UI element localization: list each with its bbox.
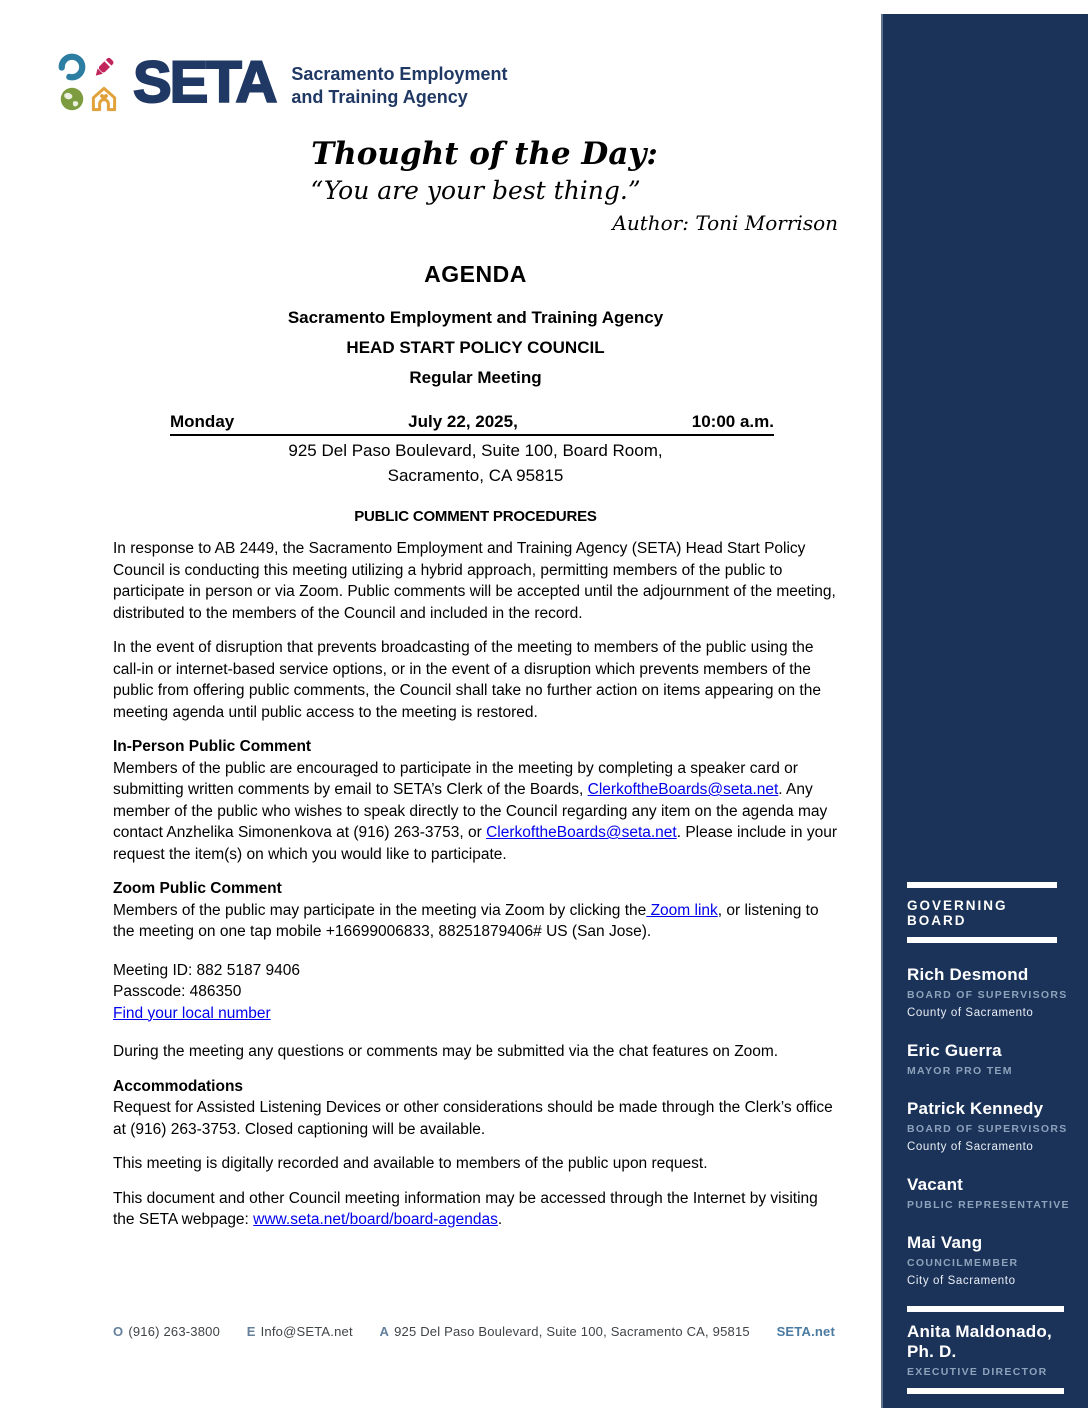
- member-name: Vacant: [907, 1175, 964, 1194]
- zoom-text-2: , or listening to the meeting on one tap mobile +16699006833, 88251879406# US (San Jose).: [113, 901, 819, 940]
- clerk-email-link-1[interactable]: ClerkoftheBoards@seta.net: [587, 781, 779, 798]
- clerk-email-link-2[interactable]: ClerkoftheBoards@seta.net: [486, 824, 677, 841]
- member-org: County of Sacramento: [907, 1141, 1034, 1153]
- brand-wordmark: SETA: [133, 50, 276, 115]
- webpage-paragraph: [113, 1188, 838, 1231]
- address-icon: A: [379, 1324, 390, 1339]
- footer-email: [247, 1324, 353, 1339]
- member-org: County of Sacramento: [907, 1007, 1034, 1019]
- member-org: City of Sacramento: [907, 1275, 1016, 1287]
- governing-board-list: [907, 882, 1070, 1394]
- footer-street-address: 925 Del Paso Boulevard, Suite 100, Sacramento CA, 95815: [394, 1324, 750, 1339]
- find-local-number-link[interactable]: Find your local number: [113, 1004, 271, 1022]
- passcode: Passcode: 486350: [113, 983, 242, 1000]
- in-person-text-2: . Any member of the public who wishes to speak directly to the Council regarding any item on the agenda may contact Anzhelika Simonenkova at (916) 263-3753, or: [113, 781, 828, 841]
- board-member: [907, 965, 1070, 1019]
- member-name: Mai Vang: [907, 1233, 983, 1252]
- member-role: BOARD OF SUPERVISORS: [907, 1123, 1068, 1135]
- meeting-address-line1: 925 Del Paso Boulevard, Suite 100, Board Room,: [288, 441, 663, 460]
- zoom-text-1: Members of the public may participate in the meeting via Zoom by clicking the: [113, 901, 647, 919]
- procedures-paragraph-2: In the event of disruption that prevents broadcasting of the meeting to members of the public using the call-in or internet-based service options, or in the event of a disruption which prevents members of the public from offering public comments, the Council shall take no further action on items appearing on the meeting agenda until public access to the meeting is restored.: [113, 639, 821, 721]
- sidebar-rule-director-top: [907, 1306, 1064, 1312]
- board-agendas-link[interactable]: www.seta.net/board/board-agendas: [253, 1211, 498, 1228]
- thought-quote: “You are your best thing.”: [310, 176, 641, 205]
- recorded-paragraph: This meeting is digitally recorded and available to members of the public upon request.: [113, 1155, 708, 1172]
- member-name: Rich Desmond: [907, 965, 1029, 984]
- meeting-day: Monday: [170, 412, 235, 431]
- brand-tagline: [291, 57, 507, 110]
- member-role: MAYOR PRO TEM: [907, 1065, 1013, 1077]
- meeting-time: 10:00 a.m.: [691, 412, 774, 431]
- board-member: [907, 1233, 1070, 1287]
- footer-website: SETA.net: [776, 1324, 835, 1339]
- in-person-heading: In-Person Public Comment: [113, 738, 312, 755]
- webpage-text-1: This document and other Council meeting information may be accessed through the Internet by visiting the SETA webpage:: [113, 1189, 818, 1228]
- brand-tagline-line2: and Training Agency: [291, 87, 468, 107]
- board-member: [907, 1041, 1070, 1077]
- seta-logo: [57, 52, 838, 114]
- board-member: [907, 1099, 1070, 1153]
- member-role: COUNCILMEMBER: [907, 1257, 1019, 1269]
- agency-name: Sacramento Employment and Training Agency: [287, 308, 664, 327]
- meeting-type: Regular Meeting: [409, 368, 542, 387]
- meeting-id: Meeting ID: 882 5187 9406: [113, 961, 300, 979]
- sidebar-rule-top: [907, 882, 1057, 888]
- executive-director: [907, 1322, 1070, 1378]
- zoom-comment-heading: Zoom Public Comment: [113, 880, 282, 897]
- member-role: BOARD OF SUPERVISORS: [907, 989, 1068, 1001]
- footer-phone-number: (916) 263-3800: [128, 1324, 221, 1339]
- member-name: Patrick Kennedy: [907, 1099, 1044, 1118]
- footer-address: [380, 1324, 750, 1339]
- logo-icon-grid: [57, 52, 119, 114]
- page-footer: [113, 1324, 835, 1339]
- pencil-icon: [89, 52, 119, 82]
- agenda-title: AGENDA: [424, 261, 527, 287]
- sidebar-rule-director-bottom: [907, 1388, 1064, 1394]
- zoom-details: [113, 960, 838, 1025]
- email-icon: E: [246, 1324, 256, 1339]
- footer-email-address: Info@SETA.net: [260, 1324, 353, 1339]
- chat-paragraph: During the meeting any questions or comments may be submitted via the chat features on Zoom.: [113, 1043, 779, 1060]
- open-circle-icon: [57, 52, 87, 82]
- director-role: EXECUTIVE DIRECTOR: [907, 1366, 1048, 1378]
- globe-icon: [57, 84, 87, 114]
- council-name: HEAD START POLICY COUNCIL: [346, 338, 605, 357]
- house-heart-icon: [89, 84, 119, 114]
- member-name: Eric Guerra: [907, 1041, 1002, 1060]
- accommodations-paragraph: Request for Assisted Listening Devices or other considerations should be made through the Clerk’s office at (916) 263-3753. Closed captioning will be available.: [113, 1099, 833, 1138]
- meeting-address-line2: Sacramento, CA 95815: [387, 466, 564, 485]
- zoom-comment-paragraph: [113, 900, 838, 943]
- thought-of-the-day: [113, 136, 838, 235]
- zoom-link[interactable]: Zoom link: [646, 901, 718, 919]
- in-person-text-3: . Please include in your request the item(s) on which you would like to participate.: [113, 824, 837, 863]
- thought-title: Thought of the Day:: [311, 136, 658, 172]
- thought-author: Author: Toni Morrison: [612, 211, 838, 235]
- meeting-date-row: [170, 412, 774, 436]
- governing-board-heading: GOVERNING BOARD: [907, 898, 1008, 928]
- in-person-paragraph: [113, 758, 838, 866]
- brand-tagline-line1: Sacramento Employment: [291, 63, 508, 84]
- accommodations-heading: Accommodations: [113, 1077, 244, 1095]
- in-person-text-1: Members of the public are encouraged to participate in the meeting by completing a speaker card or submitting written comments by email to SETA’s Clerk of the Boards,: [113, 759, 798, 798]
- member-role: PUBLIC REPRESENTATIVE: [907, 1199, 1070, 1211]
- meeting-date: July 22, 2025,: [408, 412, 518, 431]
- phone-icon: O: [113, 1324, 124, 1339]
- governing-board-sidebar: [881, 14, 1088, 1408]
- board-member: [907, 1175, 1070, 1211]
- sidebar-rule-under-heading: [907, 937, 1057, 943]
- footer-phone: [113, 1324, 220, 1339]
- procedures-paragraph-1: In response to AB 2449, the Sacramento Employment and Training Agency (SETA) Head Start Policy Council is conducting this meeting utilizing a hybrid approach, permitting members of the public to participate in person or via Zoom. Public comments will be accepted until the adjournment of the meeting, distributed to the members of the Council and included in the record.: [113, 540, 836, 622]
- procedures-heading: PUBLIC COMMENT PROCEDURES: [354, 508, 597, 525]
- director-name: Anita Maldonado, Ph. D.: [907, 1322, 1052, 1361]
- webpage-text-2: .: [497, 1211, 503, 1228]
